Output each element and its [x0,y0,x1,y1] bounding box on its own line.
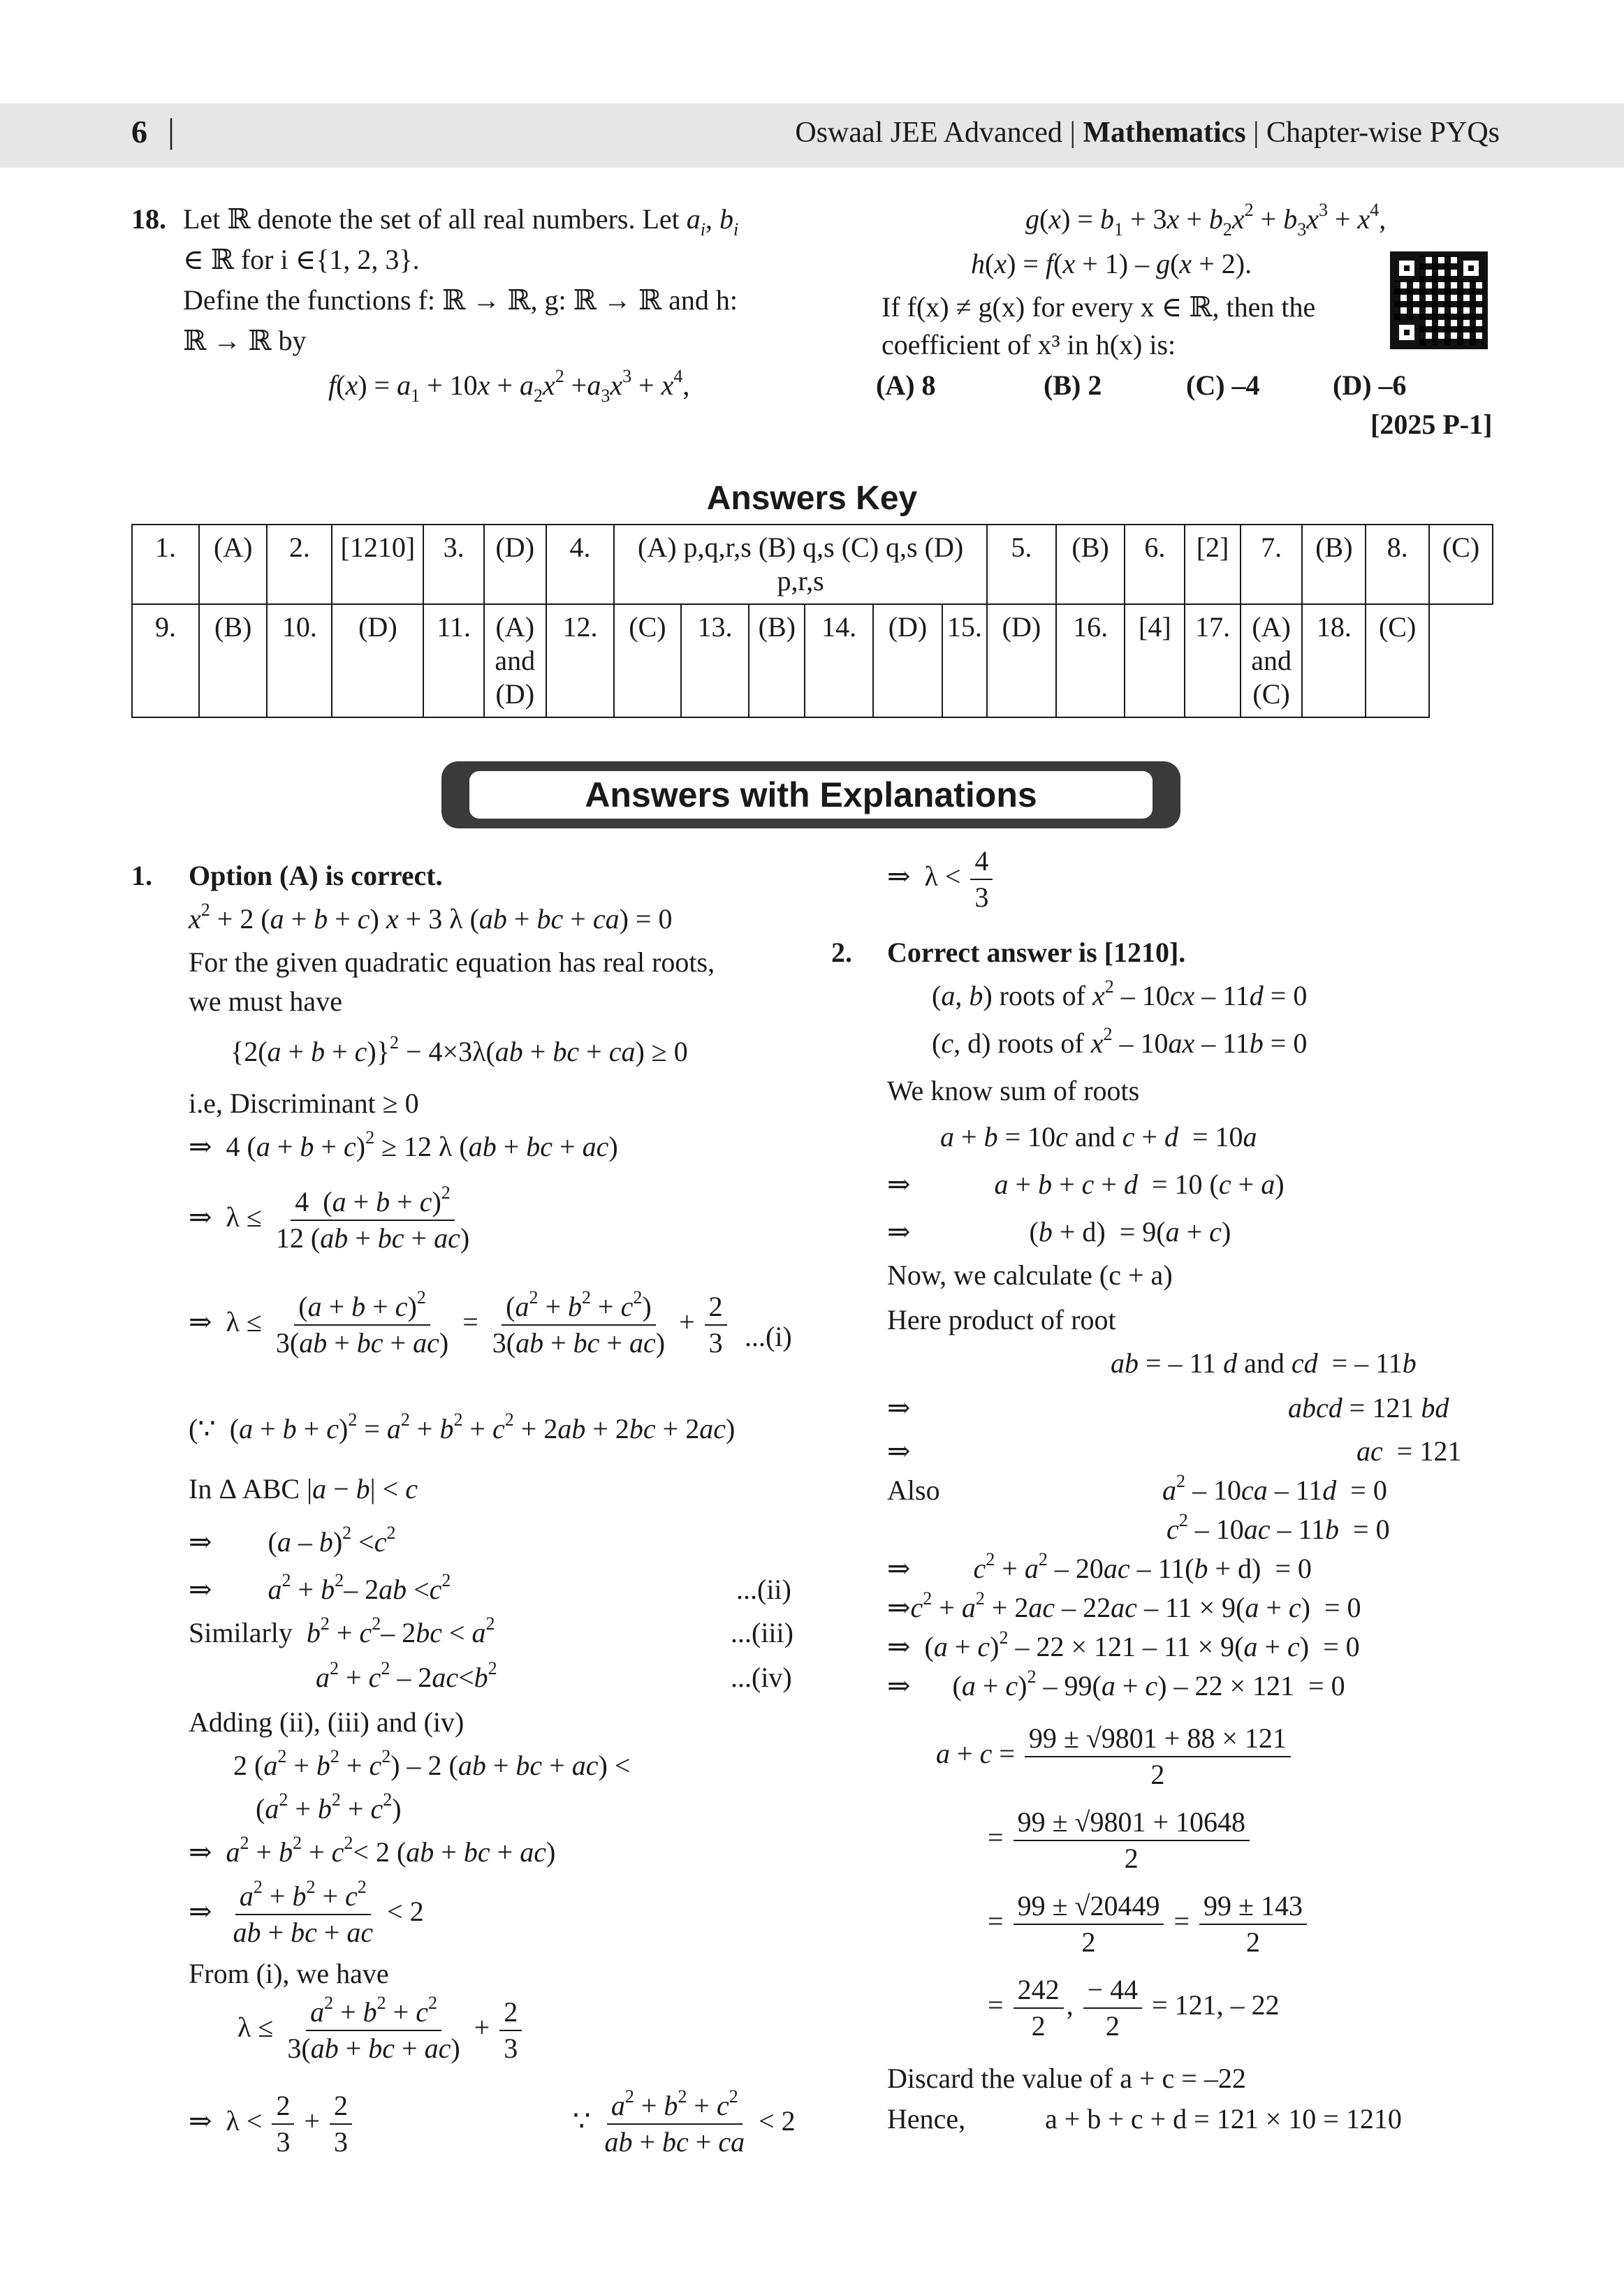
equation: ⇒ [887,1392,911,1423]
equation: ⇒ λ ≤ $\frac{4 (a + b + c)^2}{12 (ab + bc + ac)}$ [189,1183,470,1254]
question-ask: coefficient of x³ in h(x) is: [882,329,1176,360]
equation: ⇒ λ < $\frac{2}{3}$ + $\frac{2}{3}$ [189,2088,355,2160]
equation-tag: ...(iv) [731,1662,792,1693]
equation: ∵ $\frac{a^2 + b^2 + c^2}{ab + bc + ca}$ < 2 [573,2086,796,2158]
solution-text: Now, we calculate (c + a) [887,1259,1173,1291]
equation: = $\frac{99 \pm √20449}{2}$ = $\frac{99 \pm 143}{2}$ [988,1889,1310,1960]
table-row: 1. (A) 2. [1210] 3. (D) 4. (A) p,q,r,s (B) q,s (C) q,s (D) p,r,s 5. (B) 6. [2] 7. (B) 8. (C) [132,525,1493,604]
function-h: h(x) = f(x + 1) – g(x + 2). [971,248,1252,279]
equation: ⇒ $(a + c)^2 - 99(a + c) - 22 \times 121 = 0$ [887,1667,1345,1701]
final-answer: a + b + c + d = 121 × 10 = 1210 [1045,2103,1402,2135]
solution-text: Also [887,1474,940,1506]
header-separator: | [168,111,175,150]
equation: Similarly $b^2 + c^2-$ $2bc < a^2$ [189,1613,495,1648]
equation: ⇒ $c^2 + a^2 - 20ac - 11(b + d) = 0$ [887,1549,1312,1584]
solution-number: 1. [131,860,152,891]
equation: λ ≤ $\frac{a^2 + b^2 + c^2}{3(ab + bc + ac)}$ + $\frac{2}{3}$ [237,1995,525,2066]
equation: $c^2 - 10ac - 11b = 0$ [1166,1510,1390,1545]
equation-tag: ...(i) [745,1321,792,1352]
question-text: ℝ → ℝ by [183,325,307,356]
equation: ⇒ (b + d) = 9(a + c) [887,1216,1231,1247]
equation: $(a^2 + b^2 + c^2)$ [256,1789,402,1824]
equation: ⇒ $a^2 + b^2-$ $2ab <c^2$ [189,1570,451,1605]
equation: ⇒ $\frac{a^2 + b^2 + c^2}{ab + bc + ac}$ < 2 [189,1877,424,1948]
solution-text: We know sum of roots [887,1075,1140,1106]
question-text: ∈ ℝ for i ∈{1, 2, 3}. [183,244,420,275]
question-condition: If f(x) ≠ g(x) for every x ∈ ℝ, then the [882,291,1316,323]
equation: (a, b) roots of $x^2 - 10cx - 11d = 0$ [932,976,1308,1011]
equation: ab = – 11 d and cd = – 11b [1111,1347,1417,1379]
equation: = $\frac{242}{2}$ , $\frac{- 44}{2}$ = 121, – 22 [988,1974,1280,2042]
equation: a + b = 10c and c + d = 10a [940,1121,1257,1152]
section-banner [441,761,1180,828]
equation: $x^2 + 2$ (a + b + c) x + 3 λ (ab + bc + ca) = 0 [189,900,673,935]
question-text: Define the functions f: ℝ → ℝ, g: ℝ → ℝ and h: [183,284,738,316]
equation: a + c = $\frac{99 \pm √9801 + 88 \times 121}{2}$ [936,1721,1294,1792]
question-number: 18. [131,203,166,235]
solution-text: From (i), we have [189,1958,389,1989]
qr-code-icon [1390,251,1488,349]
equation: $a^2 - 10ca - 11d = 0$ [1162,1471,1387,1506]
answers-key-table [131,524,1493,718]
option-d: (D) –6 [1333,369,1407,401]
option-b: (B) 2 [1044,369,1102,401]
answers-key-title: Answers Key [706,480,918,517]
equation: $\Rightarrow c^2 + a^2 + 2ac - 22ac - 11 \times 9(a + c) = 0$ [887,1588,1361,1623]
solution-text: For the given quadratic equation has real roots, [189,946,715,978]
equation: $\{2(a + b + c)\}^2 - 4\times 3\lambda(ab$ + bc + ca) ≥ 0 [231,1032,688,1067]
function-g: $g(x) = b_1 + 3x + b_2x^2 + b_3x^3 + x^4$, [1025,200,1387,240]
equation: (∵ $(a + b + c)^2 = a^2 + b^2 + c^2 + 2ab + 2bc + 2ac$) [189,1410,736,1444]
solution-text: i.e, Discriminant ≥ 0 [189,1088,419,1119]
option-a: (A) 8 [876,369,936,401]
equation: ⇒ $(a - b)^2 <c^2$ [189,1523,396,1558]
equation: = $\frac{99 \pm √9801 + 10648}{2}$ [988,1805,1252,1876]
page-header [0,103,1624,168]
equation: ⇒ a + b + c + d = 10 (c + a) [887,1169,1285,1200]
page-number: 6 [131,114,147,149]
equation: ⇒ 4 $(a + b + c)^2 \ge 12$ λ (ab + bc + ac) [189,1127,618,1162]
equation: 2 $(a^2 + b^2 + c^2) - 2$ (ab + bc + ac) < [233,1746,631,1781]
equation: In Δ ABC |a − b| < c [189,1473,418,1505]
equation: (c, d) roots of $x^2 - 10ax - 11b = 0$ [932,1024,1308,1059]
option-c: (C) –4 [1186,369,1260,401]
equation: ⇒ λ < $\frac{4}{3}$ [887,844,995,915]
solution-text: Discard the value of a + c = –22 [887,2063,1246,2094]
equation-tag: ...(ii) [736,1574,791,1605]
function-f: $f(x) = a_1 + 10x + a_2x^2 +a_3x^3 + x^4$, [328,366,690,406]
equation: ⇒ $(a + c)^2 - 22 \times 121 - 11 \times 9(a + c) = 0$ [887,1627,1360,1662]
solution-number: 2. [831,937,852,968]
solution-text: Adding (ii), (iii) and (iv) [189,1706,464,1738]
solution-text: we must have [189,986,342,1017]
equation: ⇒ [887,1435,911,1467]
solution-heading: Correct answer is [1210]. [887,937,1186,968]
equation: ac = 121 [1356,1435,1462,1467]
solution-text: Hence, [887,2103,966,2135]
equation: abcd = 121 bd [1288,1392,1449,1423]
header-title: Oswaal JEE Advanced | Mathematics | Chapter-wise PYQs [795,117,1500,149]
equation: $a^2 + c^2 - 2ac<b^2$ [316,1658,497,1693]
solution-text: Here product of root [887,1304,1116,1335]
question-source: [2025 P-1] [1370,409,1493,440]
solution-heading: Option (A) is correct. [189,860,443,891]
section-title: Answers with Explanations [469,771,1153,819]
equation: ⇒ λ ≤ $\frac{(a + b + c)^2}{3(ab + bc + ac)}$ = $\frac{(a^2 + b^2 + c^2)}{3(ab + bc + ac)}$ + $\frac{2}{3}$ [189,1289,730,1361]
equation: ⇒ $a^2 + b^2 + c^2< 2$ (ab + bc + ac) [189,1833,556,1868]
equation-tag: ...(iii) [731,1617,793,1648]
question-text: Let ℝ denote the set of all real numbers. Let $a_i$, $b_i$ [183,203,739,240]
table-row: 9. (B) 10. (D) 11. (A) and (D) 12. (C) 13. (B) 14. (D) 15. (D) 16. [4] 17. (A) and (C) 18. (C) [132,604,1493,717]
